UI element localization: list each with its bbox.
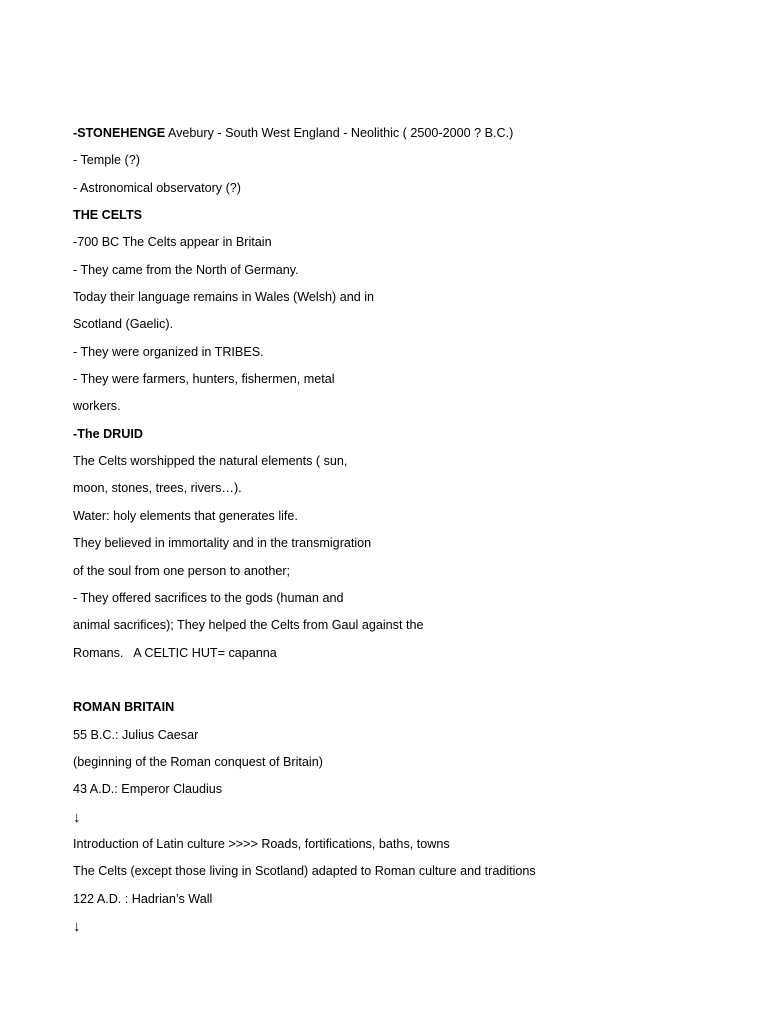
section-heading-roman-britain: ROMAN BRITAIN xyxy=(73,700,175,715)
text-line: Today their language remains in Wales (Welsh) and in xyxy=(73,290,375,305)
text-line: - Astronomical observatory (?) xyxy=(73,180,241,195)
text-line: -STONEHENGE Avebury - South West England - Neolithic ( 2500-2000 ? B.C.) xyxy=(73,126,514,140)
text-line: 122 A.D. : Hadrian’s Wall xyxy=(73,891,213,906)
text-line: (beginning of the Roman conquest of Britain) xyxy=(73,754,323,769)
text-line: They believed in immortality and in the transmigration xyxy=(73,536,372,551)
text-line: The Celts (except those living in Scotland) adapted to Roman culture and traditions xyxy=(73,864,536,879)
text-line: The Celts worshipped the natural elements ( sun, xyxy=(73,454,348,469)
text-line: Water: holy elements that generates life. xyxy=(73,508,298,523)
section-heading-druid: -The DRUID xyxy=(73,426,143,441)
text-line: Introduction of Latin culture >>>> Roads, fortifications, baths, towns xyxy=(73,836,450,851)
text-line: - They came from the North of Germany. xyxy=(73,262,299,277)
text-line: moon, stones, trees, rivers…). xyxy=(73,481,242,496)
text-line: - They were organized in TRIBES. xyxy=(73,344,264,359)
blank-line xyxy=(73,667,733,694)
text-line: - Temple (?) xyxy=(73,153,140,168)
down-arrow-icon: ↓ xyxy=(73,917,81,935)
down-arrow-icon: ↓ xyxy=(73,808,81,826)
text-line: Romans. A CELTIC HUT= capanna xyxy=(73,645,277,660)
text-line: of the soul from one person to another; xyxy=(73,563,291,578)
text-line: - They were farmers, hunters, fishermen, metal xyxy=(73,372,335,387)
text-line: Scotland (Gaelic). xyxy=(73,317,174,332)
text-line: 43 A.D.: Emperor Claudius xyxy=(73,782,223,797)
text-line: - They offered sacrifices to the gods (human and xyxy=(73,590,344,605)
text-line: animal sacrifices); They helped the Celts from Gaul against the xyxy=(73,618,424,633)
text-line: workers. xyxy=(73,399,121,414)
document-page xyxy=(73,120,733,940)
section-heading-celts: THE CELTS xyxy=(73,208,143,223)
text-line: -700 BC The Celts appear in Britain xyxy=(73,235,272,250)
text-line: 55 B.C.: Julius Caesar xyxy=(73,727,199,742)
